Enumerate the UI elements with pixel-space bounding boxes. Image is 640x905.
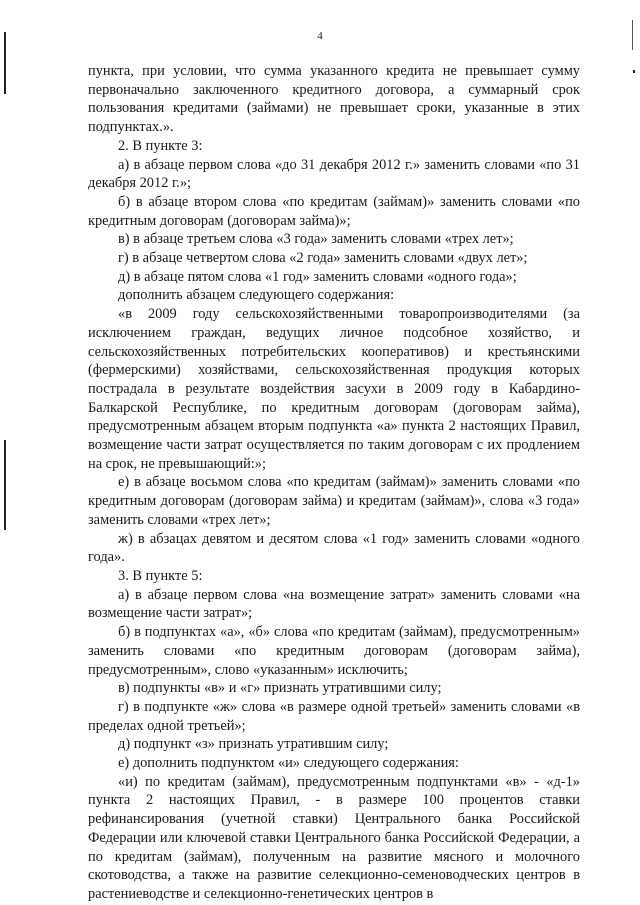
paragraph: в) подпункты «в» и «г» признать утратившими силу; — [118, 680, 442, 697]
paragraph: г) в подпункте «ж» слова «в размере одной третьей» заменить словами «в пределах одной третьей»; — [88, 698, 580, 734]
scan-margin-mark — [4, 440, 6, 530]
paragraph: а) в абзаце первом слова «на возмещение затрат» заменить словами «на возмещение части затрат»; — [88, 586, 580, 622]
paragraph: «и) по кредитам (займам), предусмотренным подпунктами «в» - «д-1» пункта 2 настоящих Правил, - в размере 100 процентов ставки рефинансирования (учетной ставки) Центрального банка Российской Федерации или ключевой ставки Центрального банка Российской Федерации, а по кредитам (займам), полученным на развитие мясного и молочного скотоводства, а также на развитие селекционно-семеноводческих центров в растениеводстве и селекционно-генетических центров в — [88, 773, 580, 902]
scan-margin-mark — [633, 70, 635, 73]
section-heading: 2. В пункте 3: — [118, 137, 203, 154]
paragraph: е) дополнить подпунктом «и» следующего содержания: — [118, 755, 459, 772]
paragraph: в) в абзаце третьем слова «3 года» заменить словами «трех лет»; — [118, 231, 514, 248]
paragraph: г) в абзаце четвертом слова «2 года» заменить словами «двух лет»; — [118, 250, 528, 267]
paragraph: д) в абзаце пятом слова «1 год» заменить словами «одного года»; — [118, 268, 517, 285]
paragraph: «в 2009 году сельскохозяйственными товаропроизводителями (за исключением граждан, ведущих личное подсобное хозяйство, и сельскохозяйственных потребительских кооперативов) и крестьянскими (фермерскими) хозяйствами, сельскохозяйственная продукция которых пострадала в результате воздействия засухи в 2009 году в Кабардино-Балкарской Республике, по кредитным договорам (договорам займа), предусмотренным абзацем вторым подпункта «а» пункта 2 настоящих Правил, возмещение части затрат осуществляется по таким договорам с их продлением на срок, не превышающий:»; — [88, 306, 580, 472]
document-body — [88, 62, 580, 904]
paragraph: пункта, при условии, что сумма указанного кредита не превышает сумму первоначально заключенного кредитного договора, а суммарный срок пользования кредитами (займами) не превышает сроки, указанные в этих подпунктах.». — [88, 63, 580, 136]
page-number: 4 — [317, 30, 323, 42]
section-heading: 3. В пункте 5: — [118, 567, 203, 584]
paragraph: д) подпункт «з» признать утратившим силу; — [118, 736, 389, 753]
paragraph: а) в абзаце первом слова «до 31 декабря 2012 г.» заменить словами «по 31 декабря 2012 г.»; — [88, 156, 580, 192]
paragraph: б) в подпунктах «а», «б» слова «по кредитам (займам), предусмотренным» заменить словами «по кредитным договорам (договорам займа), предусмотренным», слово «указанным» исключить; — [88, 624, 580, 678]
paragraph: б) в абзаце втором слова «по кредитам (займам)» заменить словами «по кредитным договорам (договорам займа)»; — [88, 193, 580, 229]
paragraph: ж) в абзацах девятом и десятом слова «1 год» заменить словами «одного года». — [88, 530, 580, 566]
paragraph: е) в абзаце восьмом слова «по кредитам (займам)» заменить словами «по кредитным договорам (договорам займа) и кредитам (займам)», слова «3 года» заменить словами «трех лет»; — [88, 474, 580, 528]
paragraph: дополнить абзацем следующего содержания: — [118, 287, 395, 304]
